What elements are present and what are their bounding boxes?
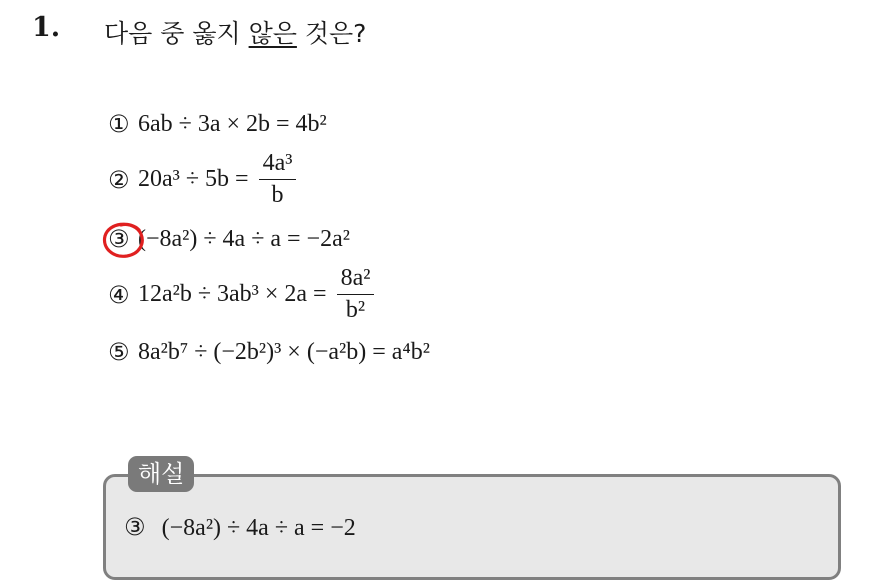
choice-4-expr bbox=[138, 265, 374, 324]
choice-3-mark: ③ bbox=[108, 225, 130, 253]
choice-4-mark: ④ bbox=[108, 280, 130, 309]
choice-4-denominator: b² bbox=[345, 296, 366, 323]
question-text-after: 것은? bbox=[296, 19, 367, 48]
question-number: 1. bbox=[32, 12, 61, 43]
answer-circle-mark bbox=[101, 220, 147, 260]
choice-5-expr-text: 8a²b⁷ ÷ (−2b²)³ × (−a²b) = a⁴b² bbox=[138, 338, 430, 365]
choice-1-expr bbox=[138, 111, 327, 138]
choice-1-mark: ① bbox=[108, 110, 130, 138]
solution-mark: ③ bbox=[124, 513, 146, 541]
solution-line bbox=[124, 513, 356, 542]
question-text-underlined: 않은 bbox=[248, 19, 297, 48]
choice-2-lhs: 20a³ ÷ 5b = bbox=[138, 166, 249, 193]
choice-4 bbox=[108, 265, 374, 324]
choice-3-expr bbox=[138, 226, 350, 253]
choice-1-expr-text: 6ab ÷ 3a × 2b = 4b² bbox=[138, 110, 327, 137]
choice-4-numerator: 8a² bbox=[337, 265, 375, 295]
solution-tag: 해설 bbox=[128, 456, 194, 492]
choice-1 bbox=[108, 110, 327, 138]
choice-2-numerator: 4a³ bbox=[259, 150, 297, 180]
choice-2-expr bbox=[138, 150, 296, 209]
question-text bbox=[104, 14, 366, 50]
question-text-before: 다음 중 옳지 bbox=[104, 19, 249, 48]
choice-2-denominator: b bbox=[271, 181, 284, 208]
solution-expr: (−8a²) ÷ 4a ÷ a = −2 bbox=[161, 515, 356, 541]
choice-3-expr-text: (−8a²) ÷ 4a ÷ a = −2a² bbox=[138, 225, 350, 252]
choice-4-lhs: 12a²b ÷ 3ab³ × 2a = bbox=[138, 281, 327, 308]
choice-5-expr bbox=[138, 339, 430, 366]
choice-2-fraction bbox=[259, 150, 297, 209]
choice-5 bbox=[108, 338, 430, 366]
choice-2-mark: ② bbox=[108, 165, 130, 194]
choice-2 bbox=[108, 150, 296, 209]
choice-5-mark: ⑤ bbox=[108, 338, 130, 366]
choice-4-fraction bbox=[337, 265, 375, 324]
